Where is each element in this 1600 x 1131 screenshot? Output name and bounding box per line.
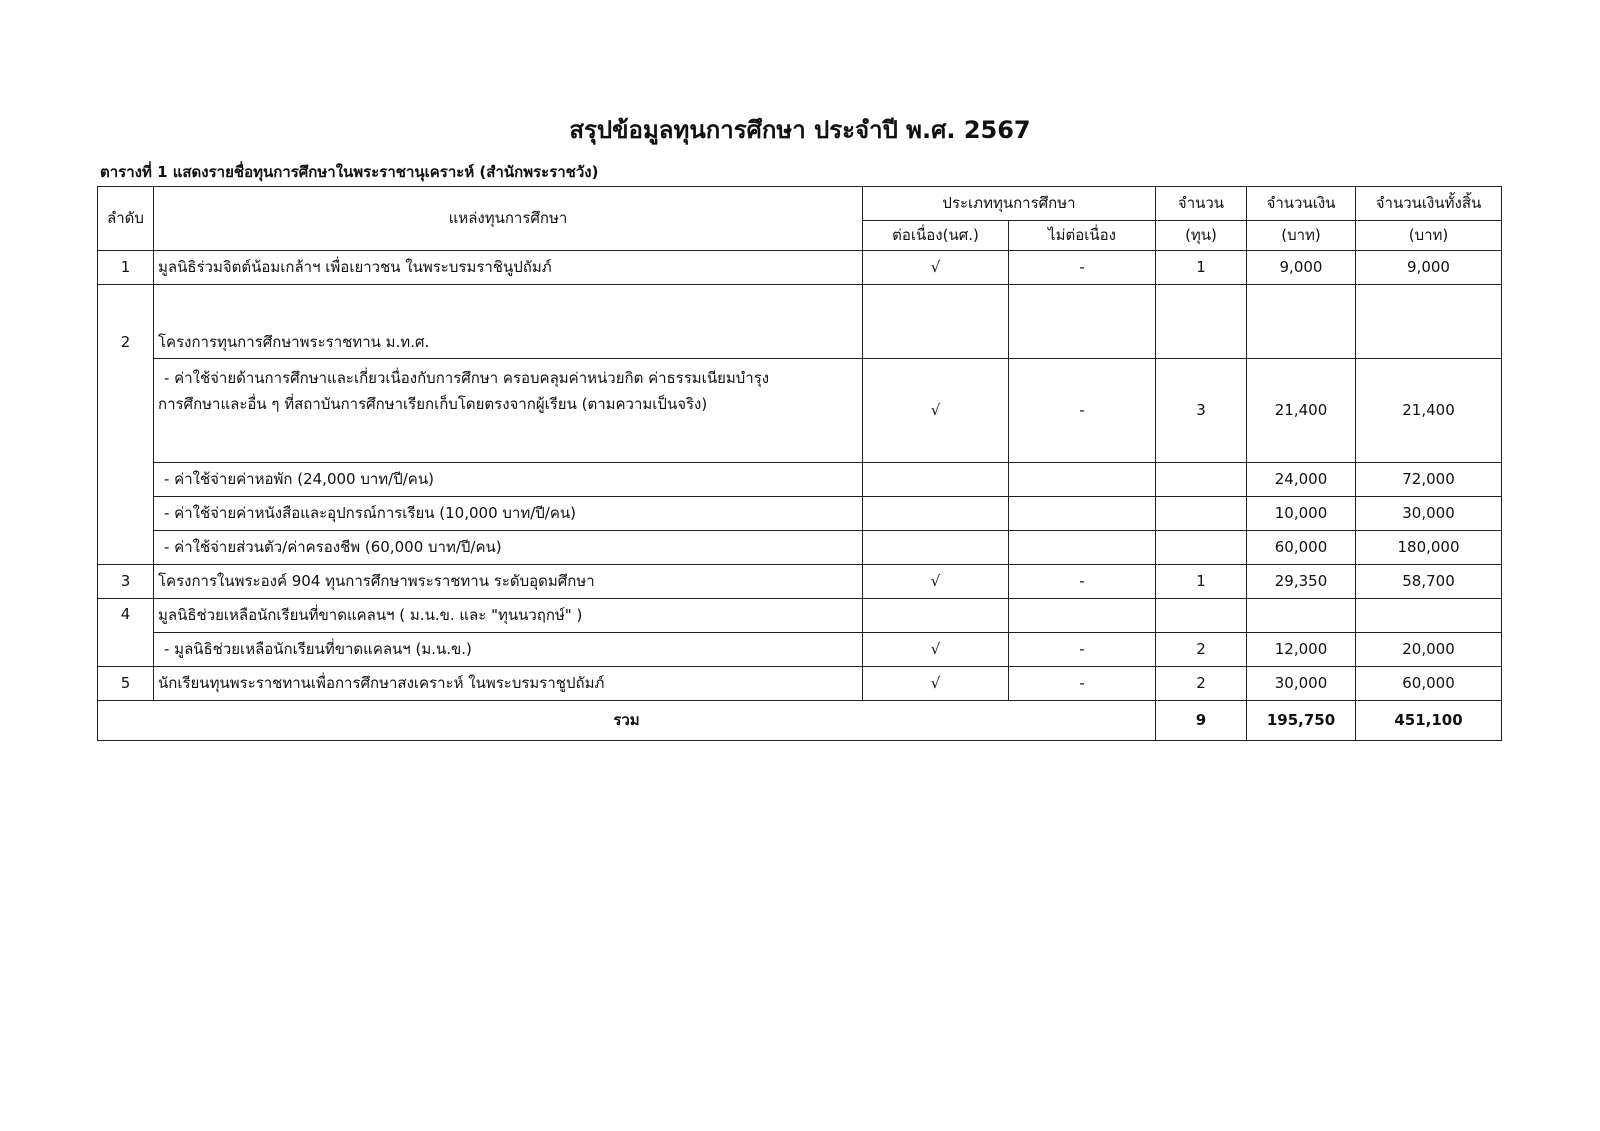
header-type-group: ประเภททุนการศึกษา: [863, 187, 1156, 221]
cell-amount: 21,400: [1247, 359, 1356, 463]
table-row: [98, 463, 1502, 497]
cell-source: มูลนิธิร่วมจิตต์น้อมเกล้าฯ เพื่อเยาวชน ในพระบรมราชินูปถัมภ์: [154, 251, 863, 285]
scholarship-table: [97, 186, 1502, 741]
cell-count: 2: [1156, 667, 1247, 701]
cell-non-continuing: [1009, 497, 1156, 531]
cell-count: 2: [1156, 633, 1247, 667]
cell-order: 4: [98, 599, 154, 667]
summary-total: 451,100: [1356, 701, 1502, 741]
table-row: [98, 497, 1502, 531]
cell-non-continuing: -: [1009, 667, 1156, 701]
table-row: [98, 251, 1502, 285]
cell-continuing: √: [863, 359, 1009, 463]
cell-source: - มูลนิธิช่วยเหลือนักเรียนที่ขาดแคลนฯ (ม.น.ข.): [154, 633, 863, 667]
cell-source: โครงการในพระองค์ 904 ทุนการศึกษาพระราชทาน ระดับอุดมศึกษา: [154, 565, 863, 599]
table-row: [98, 633, 1502, 667]
cell-non-continuing: -: [1009, 565, 1156, 599]
header-row-top: [98, 187, 1502, 221]
cell-non-continuing: -: [1009, 251, 1156, 285]
cell-total: 72,000: [1356, 463, 1502, 497]
table-row: [98, 359, 1502, 463]
cell-continuing: √: [863, 633, 1009, 667]
header-source: แหล่งทุนการศึกษา: [154, 187, 863, 251]
header-amount: จำนวนเงิน: [1247, 187, 1356, 221]
header-continuing: ต่อเนื่อง(นศ.): [863, 221, 1009, 251]
header-amount-unit: (บาท): [1247, 221, 1356, 251]
cell-source: - ค่าใช้จ่ายค่าหนังสือและอุปกรณ์การเรียน (10,000 บาท/ปี/คน): [154, 497, 863, 531]
cell-source: [154, 359, 863, 463]
cell-amount: 30,000: [1247, 667, 1356, 701]
cell-source: โครงการทุนการศึกษาพระราชทาน ม.ท.ศ.: [154, 285, 863, 359]
cell-continuing: [863, 285, 1009, 359]
cell-amount: 60,000: [1247, 531, 1356, 565]
cell-order: 2: [98, 285, 154, 565]
cell-total: 58,700: [1356, 565, 1502, 599]
cell-amount: 10,000: [1247, 497, 1356, 531]
cell-source-line-1: - ค่าใช้จ่ายด้านการศึกษาและเกี่ยวเนื่องกับการศึกษา ครอบคลุมค่าหน่วยกิต ค่าธรรมเนียมบำรุง: [164, 369, 770, 387]
cell-non-continuing: [1009, 285, 1156, 359]
cell-source: - ค่าใช้จ่ายส่วนตัว/ค่าครองชีพ (60,000 บาท/ปี/คน): [154, 531, 863, 565]
table-row: [98, 667, 1502, 701]
summary-amount: 195,750: [1247, 701, 1356, 741]
table-row: [98, 599, 1502, 633]
table-row: [98, 531, 1502, 565]
cell-non-continuing: [1009, 531, 1156, 565]
cell-total: 60,000: [1356, 667, 1502, 701]
cell-non-continuing: -: [1009, 633, 1156, 667]
cell-source: - ค่าใช้จ่ายค่าหอพัก (24,000 บาท/ปี/คน): [154, 463, 863, 497]
cell-total: [1356, 285, 1502, 359]
header-count: จำนวน: [1156, 187, 1247, 221]
cell-amount: 29,350: [1247, 565, 1356, 599]
cell-total: 30,000: [1356, 497, 1502, 531]
cell-continuing: [863, 599, 1009, 633]
document-title: สรุปข้อมูลทุนการศึกษา ประจำปี พ.ศ. 2567: [569, 116, 1031, 144]
summary-label: รวม: [98, 701, 1156, 741]
cell-total: [1356, 599, 1502, 633]
cell-order: 1: [98, 251, 154, 285]
cell-total: 9,000: [1356, 251, 1502, 285]
cell-continuing: [863, 463, 1009, 497]
cell-non-continuing: -: [1009, 359, 1156, 463]
header-total: จำนวนเงินทั้งสิ้น: [1356, 187, 1502, 221]
summary-count: 9: [1156, 701, 1247, 741]
cell-order: 3: [98, 565, 154, 599]
cell-source: มูลนิธิช่วยเหลือนักเรียนที่ขาดแคลนฯ ( ม.น.ข. และ "ทุนนวฤกษ์" ): [154, 599, 863, 633]
cell-non-continuing: [1009, 463, 1156, 497]
cell-order: 5: [98, 667, 154, 701]
cell-count: [1156, 599, 1247, 633]
cell-amount: [1247, 285, 1356, 359]
cell-continuing: [863, 497, 1009, 531]
cell-count: 1: [1156, 565, 1247, 599]
cell-count: [1156, 285, 1247, 359]
cell-count: 3: [1156, 359, 1247, 463]
cell-amount: 12,000: [1247, 633, 1356, 667]
table-row: [98, 285, 1502, 359]
header-order: ลำดับ: [98, 187, 154, 251]
table-caption: ตารางที่ 1 แสดงรายชื่อทุนการศึกษาในพระราชานุเคราะห์ (สำนักพระราชวัง): [100, 163, 599, 181]
cell-total: 180,000: [1356, 531, 1502, 565]
summary-row: [98, 701, 1502, 741]
cell-continuing: √: [863, 251, 1009, 285]
header-count-unit: (ทุน): [1156, 221, 1247, 251]
header-total-unit: (บาท): [1356, 221, 1502, 251]
cell-total: 20,000: [1356, 633, 1502, 667]
cell-count: 1: [1156, 251, 1247, 285]
cell-source: นักเรียนทุนพระราชทานเพื่อการศึกษาสงเคราะห์ ในพระบรมราชูปถัมภ์: [154, 667, 863, 701]
cell-source-line-2: การศึกษาและอื่น ๆ ที่สถาบันการศึกษาเรียกเก็บโดยตรงจากผู้เรียน (ตามความเป็นจริง): [158, 395, 708, 414]
cell-count: [1156, 463, 1247, 497]
header-non-continuing: ไม่ต่อเนื่อง: [1009, 221, 1156, 251]
cell-total: 21,400: [1356, 359, 1502, 463]
cell-amount: 9,000: [1247, 251, 1356, 285]
cell-continuing: √: [863, 565, 1009, 599]
table-row: [98, 565, 1502, 599]
cell-continuing: [863, 531, 1009, 565]
cell-amount: [1247, 599, 1356, 633]
cell-count: [1156, 497, 1247, 531]
cell-continuing: √: [863, 667, 1009, 701]
cell-amount: 24,000: [1247, 463, 1356, 497]
cell-count: [1156, 531, 1247, 565]
cell-non-continuing: [1009, 599, 1156, 633]
